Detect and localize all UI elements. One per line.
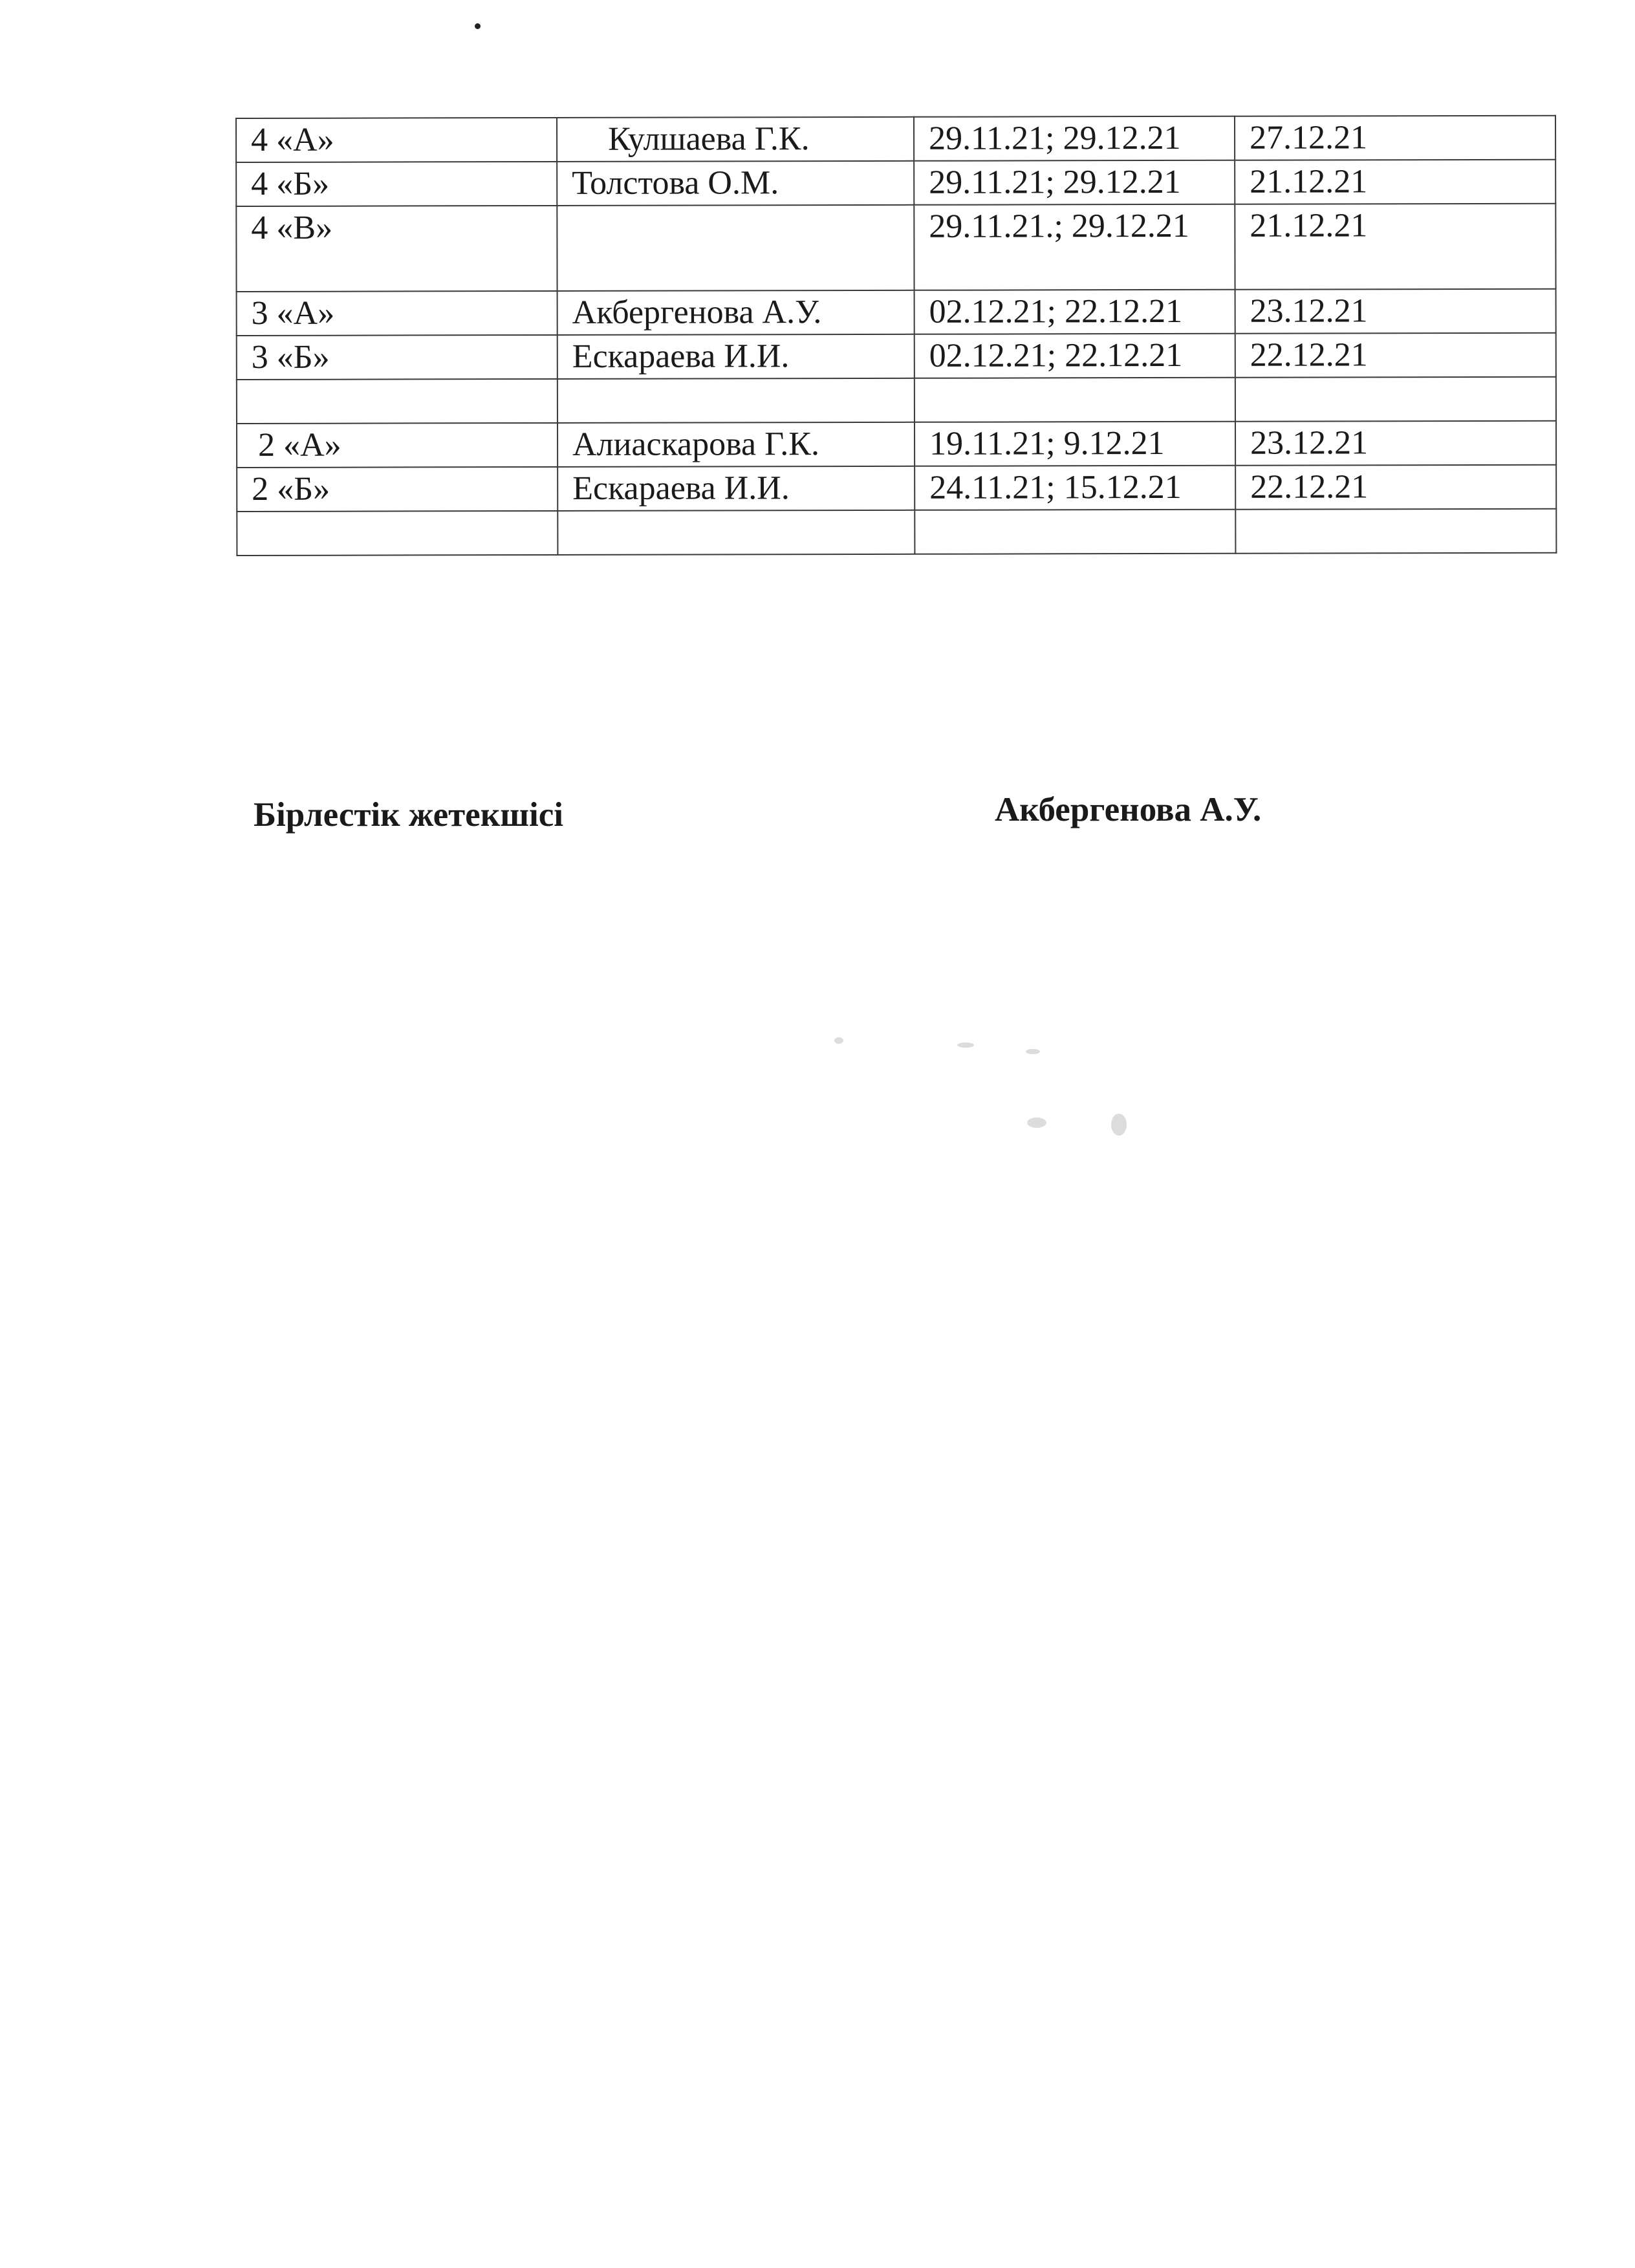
lesson-dates-cell <box>915 510 1235 554</box>
class-cell: 2 «А» <box>237 423 558 468</box>
teacher-cell <box>558 510 915 555</box>
scan-smudge <box>1027 1118 1046 1128</box>
lesson-dates-cell: 29.11.21; 29.12.21 <box>914 160 1235 205</box>
table-row <box>237 333 1556 380</box>
signature-block <box>0 791 1635 846</box>
test-date-cell: 23.12.21 <box>1235 289 1556 334</box>
table-row <box>236 160 1555 206</box>
teacher-cell: Ескараева И.И. <box>558 466 915 511</box>
scan-speck <box>475 23 481 29</box>
test-date-cell: 21.12.21 <box>1235 204 1555 290</box>
lesson-dates-cell: 19.11.21; 9.12.21 <box>915 422 1235 466</box>
class-cell: 3 «Б» <box>237 335 558 380</box>
table-row <box>237 465 1556 512</box>
lesson-dates-cell: 29.11.21.; 29.12.21 <box>914 204 1235 290</box>
class-cell: 4 «В» <box>236 206 557 292</box>
schedule-table <box>235 115 1557 556</box>
scan-smudge <box>1111 1114 1127 1136</box>
signature-role: Бірлестік жетекшісі <box>254 796 563 834</box>
table-row <box>237 421 1556 468</box>
scan-smudge <box>957 1042 974 1048</box>
test-date-cell: 23.12.21 <box>1235 421 1556 466</box>
test-date-cell: 21.12.21 <box>1235 160 1555 204</box>
table-row <box>237 377 1556 424</box>
lesson-dates-cell: 24.11.21; 15.12.21 <box>915 466 1235 510</box>
teacher-cell: Ескараева И.И. <box>558 334 915 379</box>
test-date-cell: 22.12.21 <box>1235 465 1556 510</box>
class-cell <box>237 511 558 556</box>
test-date-cell <box>1235 509 1556 554</box>
scan-smudge <box>834 1037 843 1044</box>
scan-smudge <box>1026 1049 1040 1054</box>
class-cell: 4 «Б» <box>236 162 557 206</box>
teacher-cell: Акбергенова А.У. <box>558 290 915 335</box>
test-date-cell: 22.12.21 <box>1235 333 1556 378</box>
table-row <box>236 116 1555 162</box>
signature-name: Акбергенова А.У. <box>995 791 1262 828</box>
teacher-cell: Алиаскарова Г.К. <box>558 422 915 467</box>
lesson-dates-cell: 29.11.21; 29.12.21 <box>914 116 1235 161</box>
lesson-dates-cell: 02.12.21; 22.12.21 <box>915 334 1235 378</box>
lesson-dates-cell <box>915 378 1235 422</box>
class-cell: 4 «А» <box>236 118 557 162</box>
class-cell <box>237 379 558 424</box>
test-date-cell: 27.12.21 <box>1235 116 1555 160</box>
teacher-cell: Толстова О.М. <box>557 161 914 206</box>
lesson-dates-cell: 02.12.21; 22.12.21 <box>915 290 1235 334</box>
test-date-cell <box>1235 377 1556 422</box>
class-cell: 3 «А» <box>237 291 558 336</box>
class-cell: 2 «Б» <box>237 467 558 512</box>
teacher-cell: Кулшаева Г.К. <box>557 117 914 162</box>
teacher-cell <box>557 205 914 291</box>
table-row <box>236 204 1555 292</box>
teacher-cell <box>558 378 915 423</box>
table-row <box>237 509 1556 556</box>
table-row <box>237 289 1556 336</box>
